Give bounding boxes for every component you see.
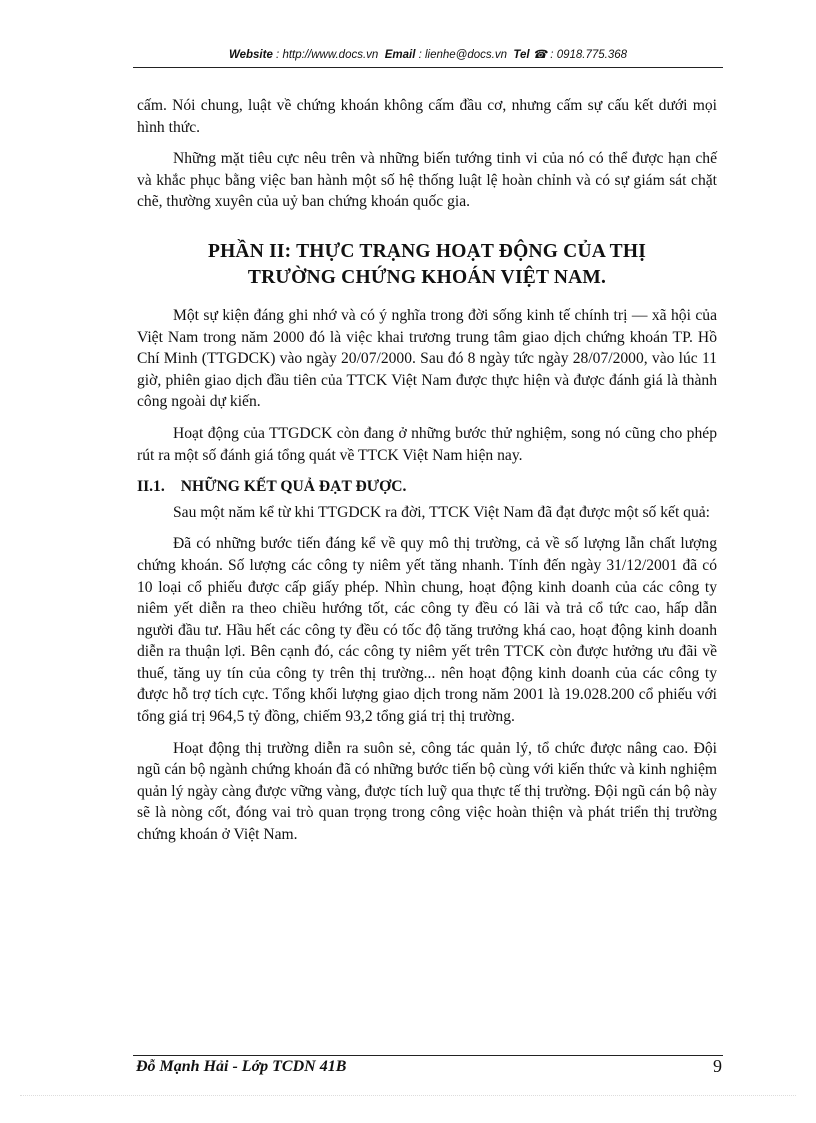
website-label: Website <box>228 49 273 61</box>
paragraph: Hoạt động thị trường diễn ra suôn sẻ, công tác quản lý, tổ chức được nâng cao. Đội ngũ cán bộ ngành chứng khoán đã có những bước tiến bộ cùng với kiến thức và kinh nghiệm quản lý ngày càng được vững vàng, được tích luỹ qua thực tế thị trường. Đội ngũ cán bộ này sẽ là nòng cốt, đóng vai trò quan trọng trong công việc hoàn thiện và phát triển thị trường chứng khoán ở Việt Nam. <box>137 739 717 844</box>
website-sep: : <box>272 49 283 61</box>
paragraph: Một sự kiện đáng ghi nhớ và có ý nghĩa trong đời sống kinh tế chính trị — xã hội của Việt Nam trong năm 2000 đó là việc khai trương trung tâm giao dịch chứng khoán TP. Hồ Chí Minh (TTGDCK) vào ngày 20/07/2000. Sau đó 8 ngày tức ngày 28/07/2000, vào lúc 11 giờ, phiên giao dịch đầu tiên của TTCK Việt Nam được thực hiện và được đánh giá là thành công ngoài dự kiến. <box>137 306 717 411</box>
email-sep: : <box>415 49 425 61</box>
paragraph: Sau một năm kể từ khi TTGDCK ra đời, TTCK Việt Nam đã đạt được một số kết quả: <box>173 503 711 521</box>
header-divider <box>133 67 723 68</box>
section-title-line: PHẦN II: THỰC TRẠNG HOẠT ĐỘNG CỦA THỊ <box>207 240 647 262</box>
email-value[interactable]: lienhe@docs.vn <box>424 49 507 61</box>
phone-icon: ☎ <box>532 49 548 61</box>
tel-label: Tel <box>513 49 530 61</box>
subsection-title <box>137 476 717 498</box>
footer-author: Đỗ Mạnh Hải - Lớp TCDN 41B <box>136 1058 347 1075</box>
paragraph: cấm. Nói chung, luật về chứng khoán không cấm đầu cơ, nhưng cấm sự cấu kết dưới mọi hình thức. <box>137 97 717 136</box>
page-header <box>133 47 723 61</box>
footer-divider <box>133 1055 723 1056</box>
page-number: 9 <box>713 1056 722 1076</box>
page-bottom-border <box>20 1095 796 1096</box>
document-body <box>137 95 717 856</box>
email-label: Email <box>384 49 416 61</box>
subsection-text: NHỮNG KẾT QUẢ ĐẠT ĐƯỢC. <box>180 478 407 496</box>
paragraph: Đã có những bước tiến đáng kể về quy mô thị trường, cả về số lượng lẫn chất lượng chứng khoán. Số lượng các công ty niêm yết tăng nhanh. Tính đến ngày 31/12/2001 đã có 10 loại cổ phiếu được cấp giấy phép. Nhìn chung, hoạt động kinh doanh của các công ty niêm yết diễn ra theo chiều hướng tốt, các công ty đều có lãi và trả cổ tức cao, hấp dẫn người đầu tư. Hầu hết các công ty đều có tốc độ tăng trưởng khá cao, hoạt động kinh doanh diễn ra thuận lợi. Bên cạnh đó, các công ty niêm yết trên TTCK còn được hưởng ưu đãi về thuế, tăng uy tín của công ty trên thị trường... nên hoạt động kinh doanh của các công ty được hỗ trợ tích cực. Tổng khối lượng giao dịch trong năm 2001 là 19.028.200 cổ phiếu với tổng giá trị 964,5 tỷ đồng, chiếm 93,2 tổng giá trị thị trường. <box>137 535 717 726</box>
website-url[interactable]: http://www.docs.vn <box>282 49 379 61</box>
section-title-line: TRƯỜNG CHỨNG KHOÁN VIỆT NAM. <box>247 266 607 288</box>
tel-value: : 0918.775.368 <box>547 49 628 61</box>
paragraph: Hoạt động của TTGDCK còn đang ở những bước thử nghiệm, song nó cũng cho phép rút ra một số đánh giá tổng quát về TTCK Việt Nam hiện nay. <box>137 424 717 464</box>
subsection-number: II.1. <box>137 478 165 496</box>
section-title <box>137 239 717 291</box>
paragraph: Những mặt tiêu cực nêu trên và những biến tướng tinh vi của nó có thể được hạn chế và khắc phục bằng việc ban hành một số hệ thống luật lệ hoàn chỉnh và có sự giám sát chặt chẽ, thường xuyên của uỷ ban chứng khoán quốc gia. <box>137 150 717 211</box>
